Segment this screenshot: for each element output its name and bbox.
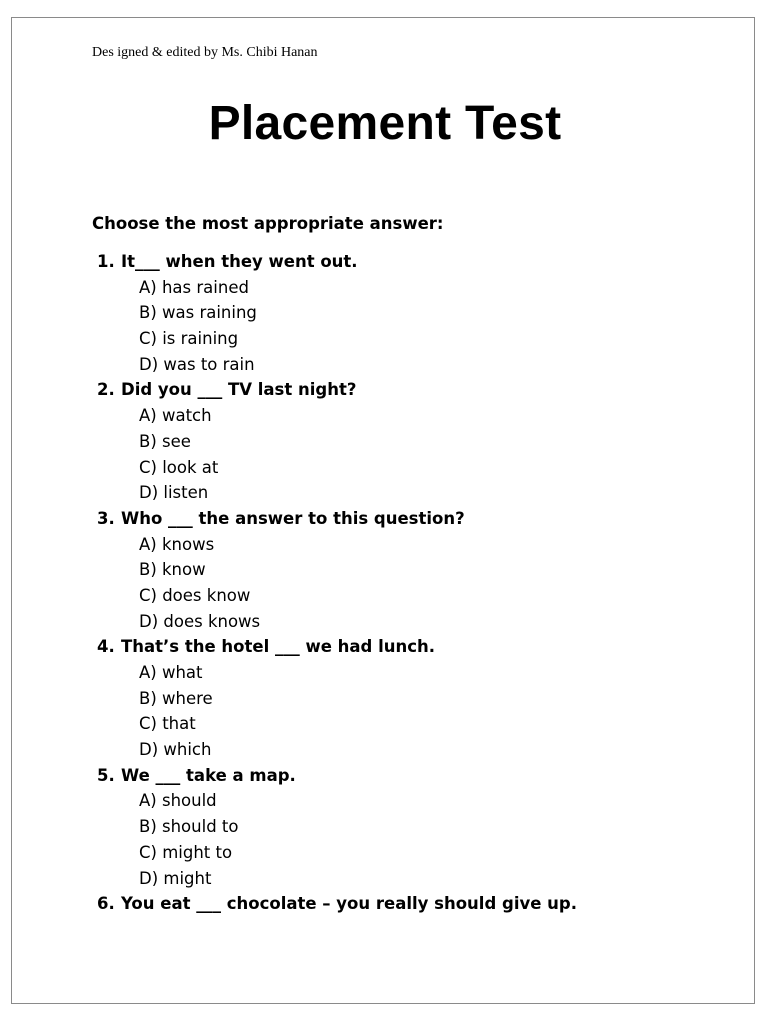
answer-option: B) see (139, 431, 191, 451)
question-number: 1. (97, 252, 115, 271)
answer-option: A) has rained (139, 277, 249, 297)
page-title: Placement Test (208, 97, 562, 150)
answer-options (97, 532, 577, 635)
answer-option: B) where (139, 688, 213, 708)
question-line (97, 891, 577, 917)
answer-option: D) might (139, 868, 212, 888)
answer-option: D) does knows (139, 611, 261, 631)
question-number: 3. (97, 508, 115, 528)
answer-option: A) watch (139, 406, 212, 426)
answer-options (97, 403, 577, 506)
answer-option: A) what (139, 663, 203, 682)
question-number: 4. (97, 637, 115, 657)
answer-options (97, 660, 577, 763)
question-item (97, 506, 577, 634)
answer-option: B) was raining (139, 303, 257, 323)
question-text: Who ___ the answer to this question? (121, 508, 465, 528)
answer-option: A) knows (139, 534, 215, 554)
question-text: Did you ___ TV last night? (121, 380, 357, 400)
answer-option: C) does know (139, 585, 251, 605)
answer-option: B) know (139, 560, 206, 580)
question-text: We ___ take a map. (121, 765, 296, 785)
question-number: 5. (97, 765, 115, 785)
question-item (97, 249, 577, 377)
question-item (97, 763, 577, 891)
answer-options (97, 788, 577, 891)
question-text: You eat ___ chocolate – you really should give up. (121, 894, 577, 914)
question-line (97, 634, 577, 660)
question-item (97, 377, 577, 505)
instructions-heading: Choose the most appropriate answer: (92, 214, 444, 233)
question-line (97, 249, 577, 275)
question-item (97, 634, 577, 762)
answer-options (97, 275, 577, 378)
question-line (97, 763, 577, 789)
question-line (97, 506, 577, 532)
answer-option: C) is raining (139, 329, 239, 349)
question-number: 6. (97, 894, 115, 914)
answer-option: C) might to (139, 842, 233, 862)
answer-option: A) should (139, 791, 217, 811)
answer-option: C) that (139, 714, 196, 734)
question-list (97, 249, 577, 917)
question-item (97, 891, 577, 917)
answer-option: B) should to (139, 817, 239, 837)
author-credit: Des igned & edited by Ms. Chibi Hanan (92, 45, 318, 60)
document-page (11, 17, 755, 1004)
question-number: 2. (97, 380, 115, 400)
answer-option: D) was to rain (139, 354, 255, 374)
question-text: It___ when they went out. (121, 252, 358, 271)
question-text: That’s the hotel ___ we had lunch. (121, 637, 436, 657)
answer-option: D) which (139, 740, 212, 760)
answer-option: D) listen (139, 483, 209, 503)
question-line (97, 377, 577, 403)
answer-option: C) look at (139, 457, 219, 477)
